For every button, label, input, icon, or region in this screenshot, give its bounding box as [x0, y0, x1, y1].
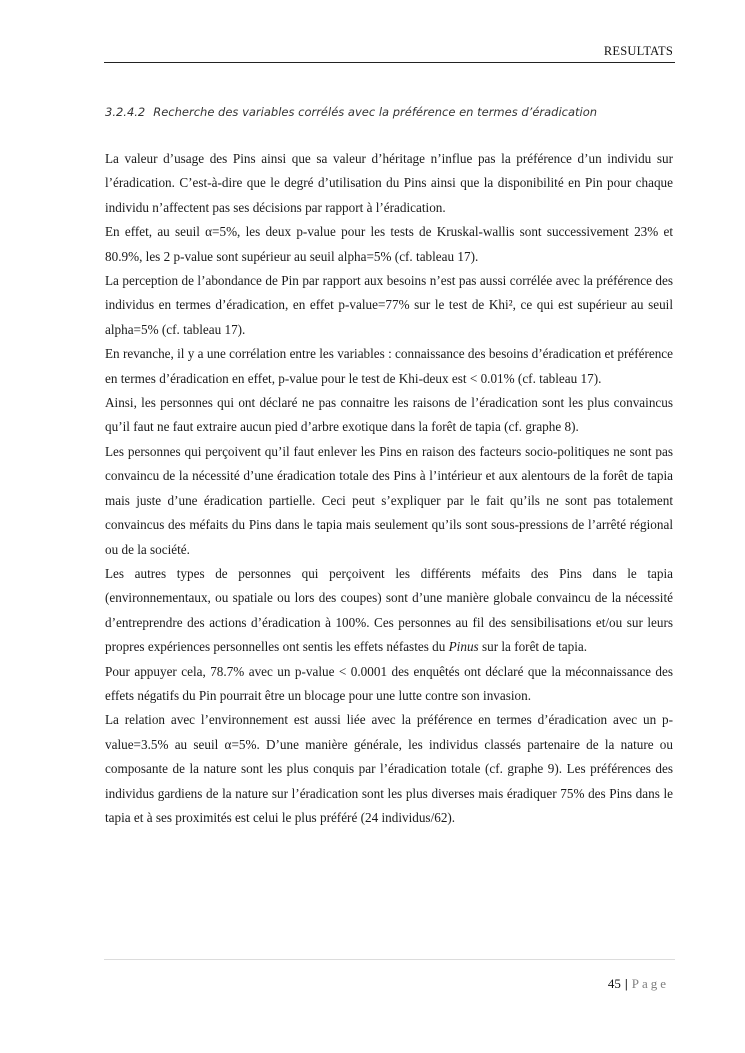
header-divider	[104, 62, 675, 63]
body-text	[105, 147, 673, 830]
page-separator: |	[624, 976, 628, 991]
paragraph: La valeur d’usage des Pins ainsi que sa valeur d’héritage n’influe pas la préférence d’un individu sur l’éradication. C’est-à-dire que le degré d’utilisation du Pins ainsi que la disponibilité en Pin pour chaque individu n’affectent pas ses décisions par rapport à l’éradication.	[105, 151, 673, 215]
section-heading	[105, 105, 597, 119]
page-footer	[608, 976, 669, 992]
paragraph: Les personnes qui perçoivent qu’il faut enlever les Pins en raison des facteurs socio-politiques ne sont pas convaincu de la nécessité d’une éradication totale des Pins à l’intérieur et aux alentours de la forêt de tapia mais juste d’une éradication partielle. Ceci peut s’expliquer par le fait qu’ils ne sont pas totalement convaincus des méfaits du Pins dans le tapia mais seulement qu’ils sont sous-pressions de l’arrêté régional ou de la société.	[105, 443, 673, 557]
running-header: RESULTATS	[603, 44, 673, 58]
section-number: 3.2.4.2	[105, 105, 146, 119]
paragraph-text: sur la forêt de tapia.	[478, 639, 588, 655]
paragraph: En revanche, il y a une corrélation entre les variables : connaissance des besoins d’éradication et préférence en termes d’éradication en effet, p-value pour le test de Khi-deux est < 0.01% (cf. tableau 17).	[105, 346, 673, 386]
paragraph: La relation avec l’environnement est aussi liée avec la préférence en termes d’éradication avec un p-value=3.5% au seuil α=5%. D’une manière générale, les individus classés partenaire de la nature ou composante de la nature sont les plus conquis par l’éradication totale (cf. graphe 9). Les préférences des individus gardiens de la nature sur l’éradication sont les plus diverses mais éradiquer 75% des Pins dans le tapia et à ses proximités est celui le plus préféré (24 individus/62).	[105, 712, 673, 825]
paragraph: La perception de l’abondance de Pin par rapport aux besoins n’est pas aussi corrélée avec la préférence des individus en termes d’éradication, en effet p-value=77% sur le test de Khi², ce qui est supérieur au seuil alpha=5% (cf. tableau 17).	[105, 273, 673, 337]
italic-term: Pinus	[448, 639, 479, 655]
page-number: 45	[607, 976, 621, 991]
page-label: Page	[631, 976, 669, 991]
paragraph	[105, 562, 673, 660]
section-title: Recherche des variables corrélés avec la préférence en termes d’éradication	[153, 105, 598, 119]
paragraph-text: Les autres types de personnes qui perçoivent les différents méfaits des Pins dans le tapia (environnementaux, ou spatiale ou lors des coupes) sont d’une manière globale convaincu de la nécessité d’entreprendre des actions d’éradication à 100%. Ces personnes au fil des sensibilisations et/ou sur leurs propres expériences personnelles ont sentis les effets néfastes du	[105, 565, 673, 655]
paragraph: Pour appuyer cela, 78.7% avec un p-value < 0.0001 des enquêtés ont déclaré que la méconnaissance des effets négatifs du Pin pourrait être un blocage pour une lutte contre son invasion.	[105, 663, 673, 703]
paragraph: En effet, au seuil α=5%, les deux p-value pour les tests de Kruskal-wallis sont successivement 23% et 80.9%, les 2 p-value sont supérieur au seuil alpha=5% (cf. tableau 17).	[105, 224, 673, 264]
footer-divider	[104, 959, 675, 960]
paragraph: Ainsi, les personnes qui ont déclaré ne pas connaitre les raisons de l’éradication sont les plus convaincus qu’il faut ne faut extraire aucun pied d’arbre exotique dans la forêt de tapia (cf. graphe 8).	[105, 395, 673, 435]
